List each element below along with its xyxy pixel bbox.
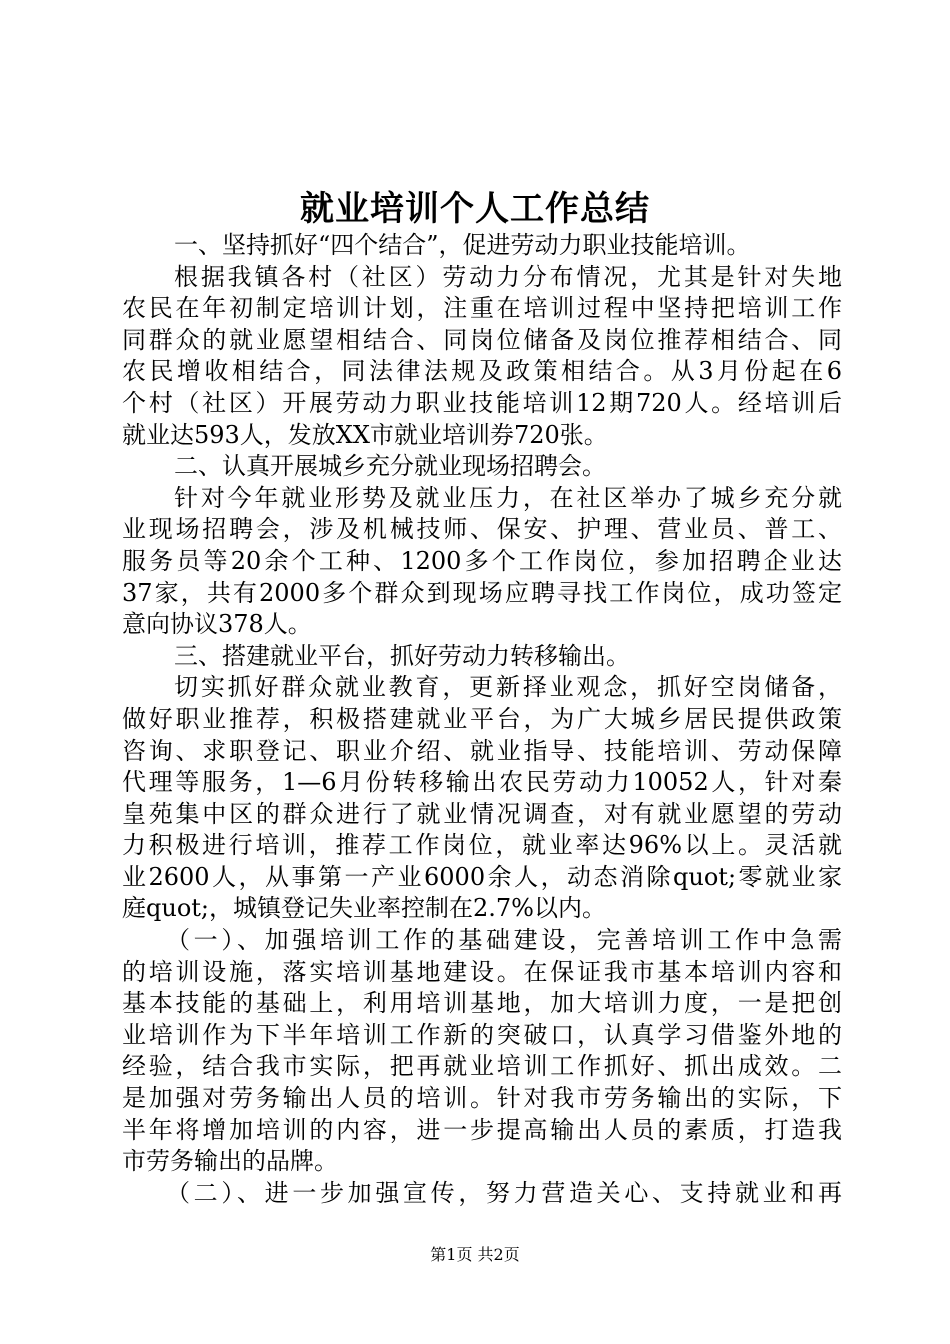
body-line: 力积极进行培训，推荐工作岗位，就业率达96%以上。灵活就	[122, 831, 842, 860]
body-line: 业培训作为下半年培训工作新的突破口，认真学习借鉴外地的	[122, 1020, 842, 1049]
body-line: 庭quot;，城镇登记失业率控制在2.7%以内。	[122, 894, 606, 923]
body-line: 意向协议378人。	[122, 610, 312, 639]
body-line: 咨询、求职登记、职业介绍、就业指导、技能培训、劳动保障	[122, 736, 842, 765]
body-line: 基本技能的基础上，利用培训基地，加大培训力度，一是把创	[122, 989, 842, 1018]
body-line: 业现场招聘会，涉及机械技师、保安、护理、营业员、普工、	[122, 515, 842, 544]
body-line: 根据我镇各村（社区）劳动力分布情况，尤其是针对失地	[174, 262, 842, 291]
body-line: （一）、加强培训工作的基础建设，完善培训工作中急需	[166, 926, 842, 955]
document-body	[122, 230, 842, 1209]
body-line: 二、认真开展城乡充分就业现场招聘会。	[174, 452, 606, 481]
body-line: 业2600人，从事第一产业6000余人，动态消除quot;零就业家	[122, 862, 842, 891]
body-line: 经验，结合我市实际，把再就业培训工作抓好、抓出成效。二	[122, 1052, 842, 1081]
body-line: 服务员等20余个工种、1200多个工作岗位，参加招聘企业达	[122, 546, 842, 575]
body-line: 是加强对劳务输出人员的培训。针对我市劳务输出的实际，下	[122, 1084, 842, 1113]
body-line: 37家，共有2000多个群众到现场应聘寻找工作岗位，成功签定	[122, 578, 842, 607]
body-line: 做好职业推荐，积极搭建就业平台，为广大城乡居民提供政策	[122, 704, 842, 733]
body-line: 切实抓好群众就业教育，更新择业观念，抓好空岗储备，	[174, 673, 842, 702]
body-line: 代理等服务，1—6月份转移输出农民劳动力10052人，针对秦	[122, 768, 842, 797]
body-line: 一、坚持抓好“四个结合”，促进劳动力职业技能培训。	[174, 231, 751, 259]
body-line: 市劳务输出的品牌。	[122, 1147, 338, 1176]
body-line: 农民增收相结合，同法律法规及政策相结合。从3月份起在6	[122, 357, 842, 386]
body-line: 针对今年就业形势及就业压力，在社区举办了城乡充分就	[174, 483, 842, 512]
page-footer: 第1页 共2页	[430, 1245, 520, 1264]
body-line: 皇苑集中区的群众进行了就业情况调查，对有就业愿望的劳动	[122, 799, 842, 828]
body-line: 的培训设施，落实培训基地建设。在保证我市基本培训内容和	[122, 957, 842, 986]
body-line: （二）、进一步加强宣传，努力营造关心、支持就业和再	[166, 1178, 842, 1207]
body-line: 就业达593人，发放XX市就业培训券720张。	[122, 420, 608, 449]
body-line: 个村（社区）开展劳动力职业技能培训12期720人。经培训后	[122, 388, 842, 417]
body-line: 同群众的就业愿望相结合、同岗位储备及岗位推荐相结合、同	[122, 325, 842, 354]
body-line: 三、搭建就业平台，抓好劳动力转移输出。	[174, 641, 630, 670]
body-line: 半年将增加培训的内容，进一步提高输出人员的素质，打造我	[122, 1115, 842, 1144]
document-title: 就业培训个人工作总结	[300, 189, 650, 229]
body-line: 农民在年初制定培训计划，注重在培训过程中坚持把培训工作	[122, 294, 842, 323]
